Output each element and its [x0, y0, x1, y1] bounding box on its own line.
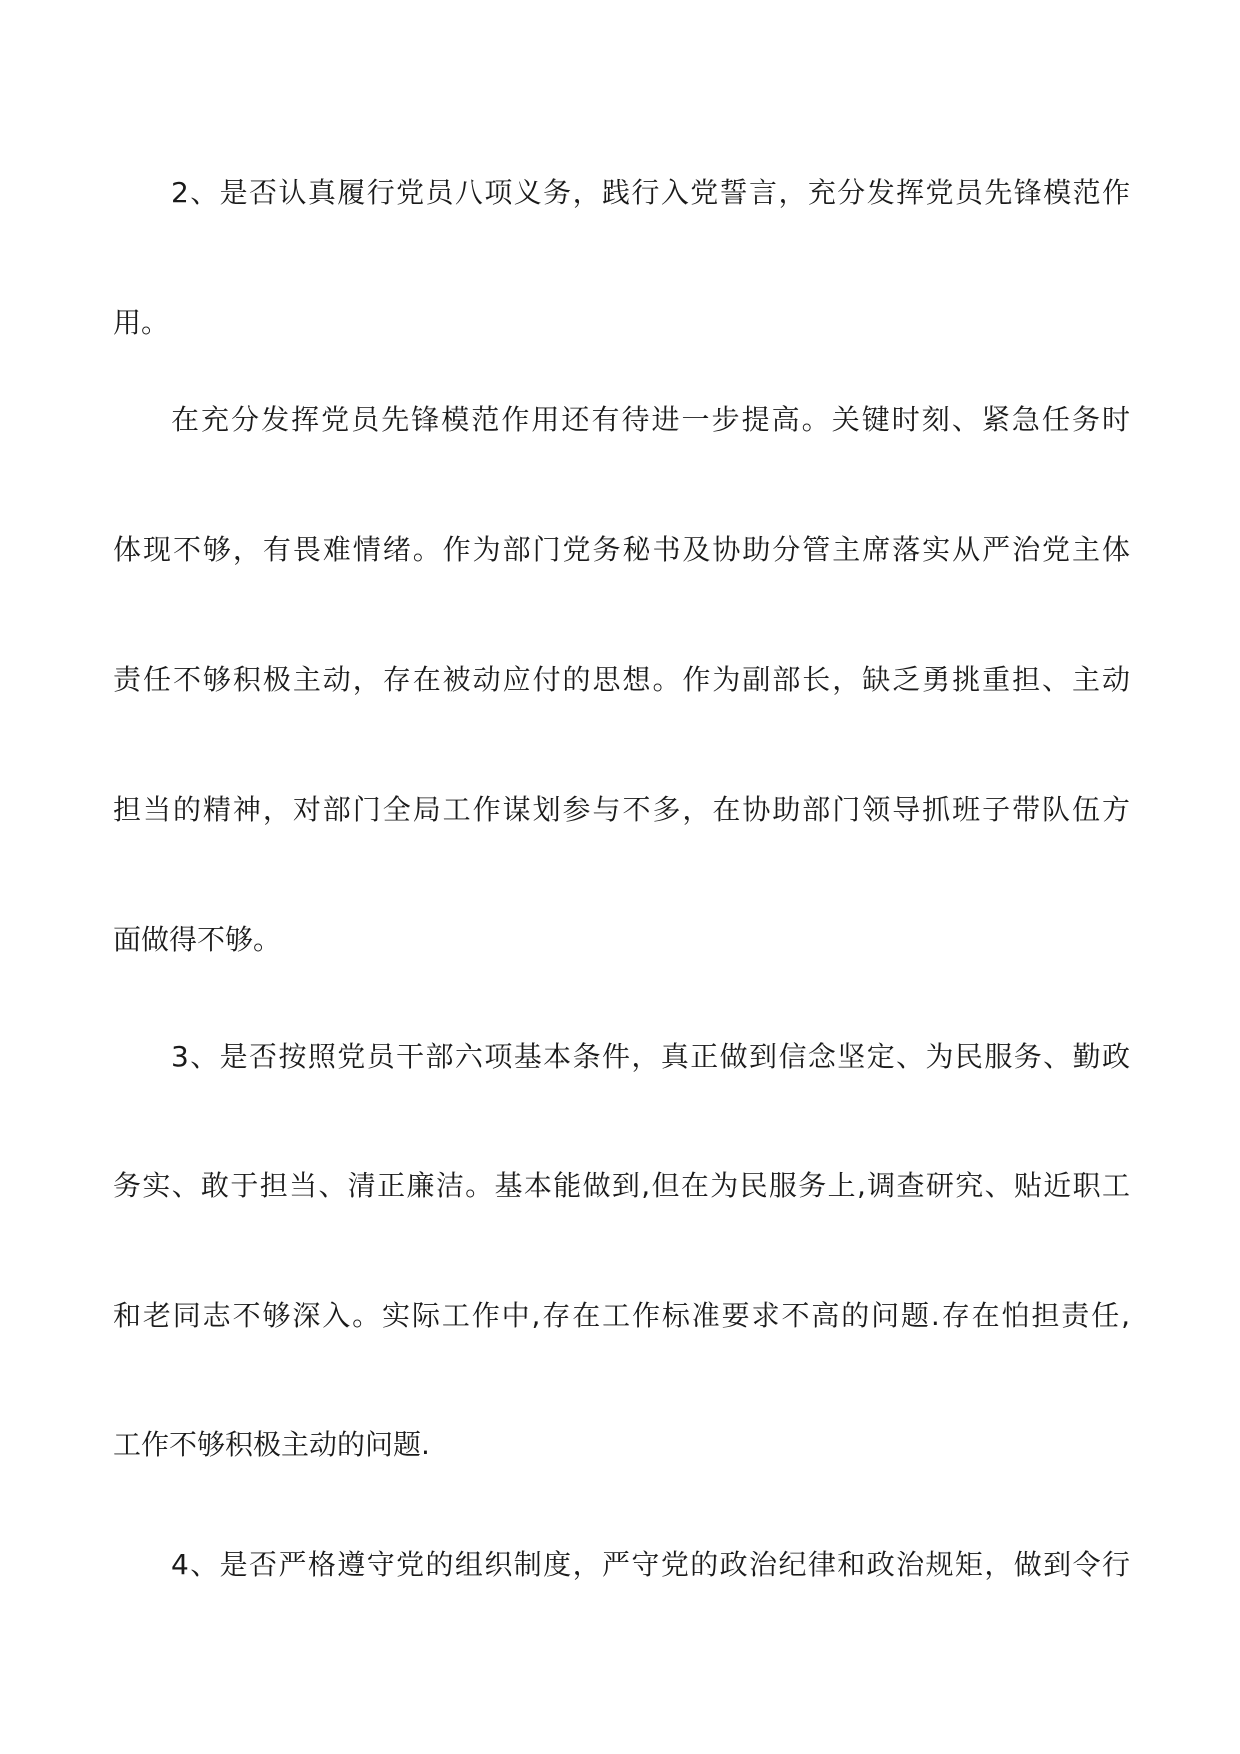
item-2-question-line-1: 2、是否认真履行党员八项义务，践行入党誓言，充分发挥党员先锋模范作 — [171, 176, 1130, 209]
item-3-answer-line-2: 工作不够积极主动的问题. — [113, 1428, 430, 1461]
item-3-question-line-2: 务实、敢于担当、清正廉洁。基本能做到,但在为民服务上,调查研究、贴近职工 — [113, 1169, 1130, 1202]
item-3-answer-line-1: 和老同志不够深入。实际工作中,存在工作标准要求不高的问题.存在怕担责任, — [113, 1299, 1130, 1332]
item-2-answer-line-4: 担当的精神，对部门全局工作谋划参与不多，在协助部门领导抓班子带队伍方 — [113, 793, 1130, 826]
item-2-question-line-2: 用。 — [113, 306, 170, 339]
item-2-answer-line-2: 体现不够，有畏难情绪。作为部门党务秘书及协助分管主席落实从严治党主体 — [113, 533, 1130, 566]
item-2-answer-line-3: 责任不够积极主动，存在被动应付的思想。作为副部长，缺乏勇挑重担、主动 — [113, 663, 1130, 696]
item-3-question-line-1: 3、是否按照党员干部六项基本条件，真正做到信念坚定、为民服务、勤政 — [171, 1040, 1130, 1073]
item-2-answer-line-1: 在充分发挥党员先锋模范作用还有待进一步提高。关键时刻、紧急任务时 — [171, 403, 1130, 436]
item-4-question-line-1: 4、是否严格遵守党的组织制度，严守党的政治纪律和政治规矩，做到令行 — [171, 1548, 1130, 1581]
item-2-answer-line-5: 面做得不够。 — [113, 923, 282, 956]
